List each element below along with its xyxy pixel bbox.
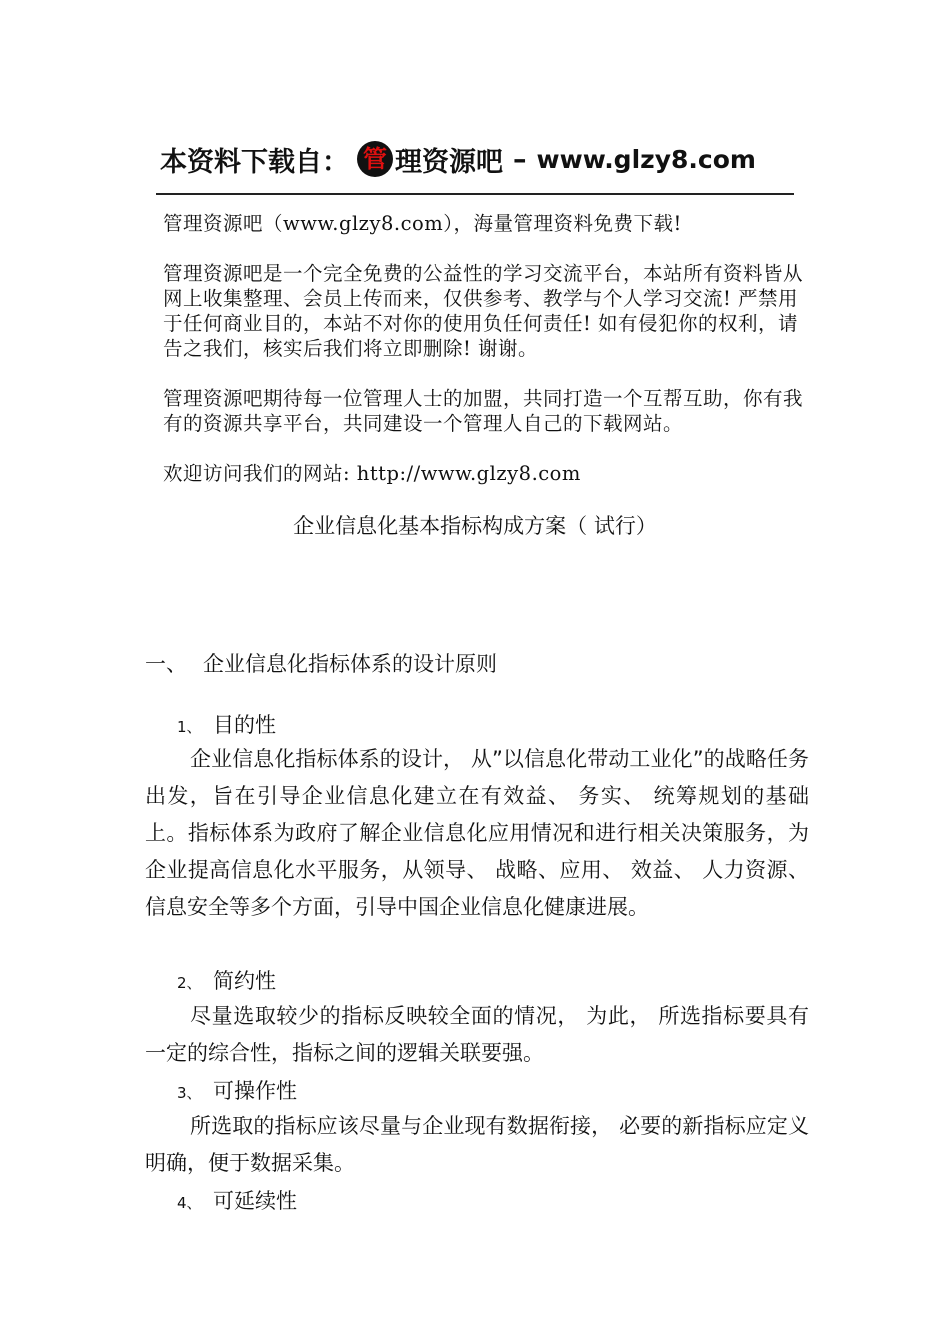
- item-paragraph: 企业信息化指标体系的设计， 从”以信息化带动工业化”的战略任务出发，旨在引导企业信息化建立在有效益、 务实、 统筹规划的基础上。指标体系为政府了解企业信息化应用情况和进行相关决策服务，为企业提高信息化水平服务，从领导、 战略、应用、 效益、 人力资源、 信息安全等多个方面，引导中国企业信息化健康进展。: [145, 747, 809, 919]
- notice-disclaimer: 管理资源吧是一个完全免费的公益性的学习交流平台，本站所有资料皆从网上收集整理、会员上传而来，仅供参考、教学与个人学习交流! 严禁用于任何商业目的，本站不对你的使用负任何责任! 如有侵犯你的权利，请告之我们，核实后我们将立即删除! 谢谢。: [163, 262, 804, 360]
- item-title: 可操作性: [213, 1079, 297, 1103]
- item-heading: [177, 1075, 297, 1105]
- banner-url: www.glzy8.com: [536, 144, 756, 174]
- notice-line-1: 管理资源吧（www.glzy8.com），海量管理资料免费下载!: [163, 212, 682, 235]
- section-number: 一、: [145, 652, 187, 676]
- notice-visit: 欢迎访问我们的网站: http://www.glzy8.com: [163, 462, 581, 485]
- item-number: 4、: [177, 1194, 202, 1212]
- item-heading: [177, 709, 276, 739]
- item-paragraph: 所选取的指标应该尽量与企业现有数据衔接， 必要的新指标应定义明确，便于数据采集。: [145, 1114, 809, 1175]
- item-number: 3、: [177, 1084, 202, 1102]
- item-title: 可延续性: [213, 1189, 297, 1213]
- item-number: 1、: [177, 718, 202, 736]
- item-title: 简约性: [213, 969, 276, 993]
- document-title: 企业信息化基本指标构成方案（ 试行）: [293, 514, 657, 538]
- item-paragraph: 尽量选取较少的指标反映较全面的情况， 为此， 所选指标要具有一定的综合性，指标之间的逻辑关联要强。: [145, 1004, 809, 1065]
- banner-site-name: 理资源吧: [395, 146, 503, 178]
- section-title: 企业信息化指标体系的设计原则: [203, 652, 497, 676]
- item-heading: [177, 965, 276, 995]
- site-logo-icon: [357, 141, 393, 177]
- banner-separator: –: [513, 143, 527, 175]
- notice-invitation: 管理资源吧期待每一位管理人士的加盟，共同打造一个互帮互助，你有我有的资源共享平台，共同建设一个管理人自己的下载网站。: [163, 387, 804, 435]
- item-title: 目的性: [213, 713, 276, 737]
- banner-prefix: 本资料下载自：: [160, 146, 349, 178]
- section-heading: [145, 648, 497, 678]
- item-heading: [177, 1185, 297, 1215]
- logo-glyph: 管: [363, 145, 387, 173]
- download-banner: [160, 134, 800, 184]
- banner-divider: [156, 193, 794, 195]
- item-number: 2、: [177, 974, 202, 992]
